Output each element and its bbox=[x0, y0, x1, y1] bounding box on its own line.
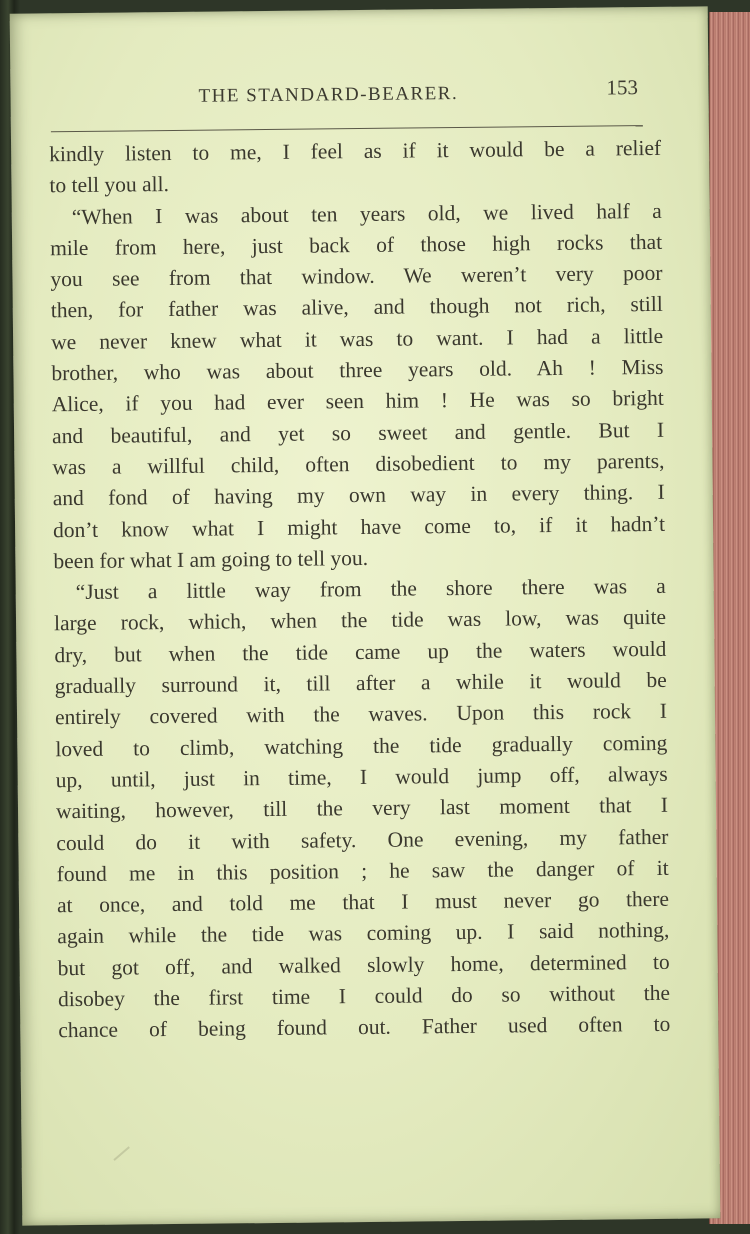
text-line: to tell you all. bbox=[49, 172, 170, 198]
text-line: don’t know what I might have come to, if it hadn’t bbox=[52, 511, 666, 542]
text-line: “When I was about ten years old, we lived half a bbox=[71, 198, 662, 229]
running-head bbox=[10, 74, 708, 121]
text-line: kindly listen to me, I feel as if it would be a relief bbox=[49, 135, 662, 167]
text-line: chance of being found out. Father used often to bbox=[58, 1012, 671, 1043]
text-line: brother, who was about three years old. Ah ! Miss bbox=[51, 354, 664, 386]
text-line: we never knew what it was to want. I had a little bbox=[50, 323, 664, 355]
text-line: “Just a little way from the shore there was a bbox=[75, 574, 666, 605]
text-line: large rock, which, when the tide was low, was quite bbox=[53, 605, 667, 636]
text-line: and beautiful, and yet so sweet and gentle. But I bbox=[51, 417, 665, 448]
text-line: then, for father was alive, and though not rich, still bbox=[50, 292, 663, 323]
text-line: waiting, however, till the very last moment that I bbox=[55, 793, 669, 824]
text-line: was a willful child, often disobedient to my parents, bbox=[52, 448, 665, 480]
text-line: you see from that window. We weren’t very poor bbox=[50, 261, 663, 292]
book-page bbox=[10, 6, 721, 1225]
page-number: 153 bbox=[606, 75, 639, 100]
text-line: could do it with safety. One evening, my father bbox=[56, 824, 669, 855]
text-line: again while the tide was coming up. I said nothing, bbox=[57, 918, 670, 949]
text-line: disobey the first time I could do so without the bbox=[57, 980, 671, 1012]
text-line: at once, and told me that I must never go there bbox=[56, 886, 670, 918]
header-rule bbox=[51, 125, 643, 132]
text-line: gradually surround it, till after a while it would be bbox=[54, 667, 667, 699]
body-text bbox=[49, 133, 670, 1047]
text-line: dry, but when the tide came up the waters would bbox=[54, 636, 667, 668]
text-line: mile from here, just back of those high rocks that bbox=[50, 229, 663, 261]
text-line: found me in this position ; he saw the danger of it bbox=[56, 855, 669, 887]
text-line: been for what I am going to tell you. bbox=[53, 545, 369, 574]
text-line: Alice, if you had ever seen him ! He was so bright bbox=[51, 386, 664, 417]
text-line: and fond of having my own way in every thing. I bbox=[52, 480, 665, 511]
text-line: loved to climb, watching the tide gradually coming bbox=[55, 730, 668, 761]
text-line: up, until, just in time, I would jump off, always bbox=[55, 761, 668, 793]
page-header-title: THE STANDARD-BEARER. bbox=[198, 82, 459, 107]
text-line: but got off, and walked slowly home, determined to bbox=[57, 949, 670, 980]
text-line: entirely covered with the waves. Upon this rock I bbox=[54, 699, 668, 730]
page-smudge bbox=[113, 1146, 129, 1161]
